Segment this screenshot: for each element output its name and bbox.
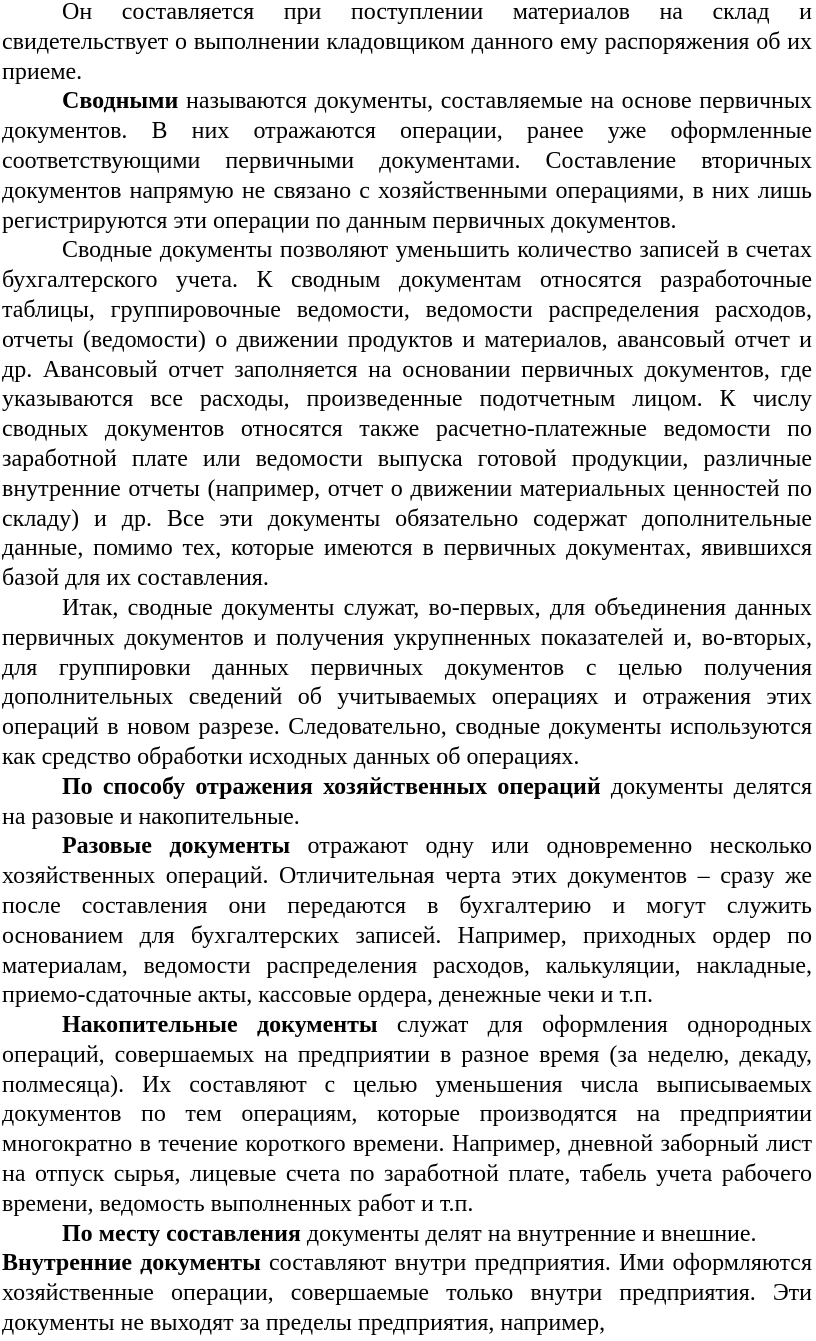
paragraph-internal-documents	[2, 1249, 812, 1338]
paragraph-text: документы делят на внутренние и внешние.	[300, 1220, 757, 1247]
paragraph-lead-term: Внутренние документы	[2, 1250, 261, 1277]
paragraph-text: Он составляется при поступлении материалов на склад и свидетельствует о выполнении кладовщиком данного ему распоряжения об их приеме.	[2, 0, 812, 85]
paragraph-text: документы делятся на разовые и накопительные.	[2, 773, 812, 830]
paragraph-by-reflection-method	[2, 773, 812, 833]
paragraph-text: Итак, сводные документы служат, во-первых, для объединения данных первичных документов и получения укрупненных показателей и, во-вторых, для группировки данных первичных документов с целью получения дополнительных сведений об учитываемых операциях и отражения этих операций в новом разрезе. Следовательно, сводные документы используются как средство обработки исходных данных об операциях.	[2, 594, 812, 770]
paragraph-text: составляют внутри предприятия. Ими оформляются хозяйственные операции, совершаемые только внутри предприятия. Эти документы не выходят за пределы предприятия, например,	[2, 1250, 812, 1337]
paragraph-cumulative-documents	[2, 1011, 812, 1220]
paragraph-lead-term: По способу отражения хозяйственных операций	[62, 773, 601, 800]
paragraph-summary-purpose	[2, 594, 812, 773]
paragraph-summary-examples	[2, 236, 812, 594]
paragraph-text: Сводные документы позволяют уменьшить количество записей в счетах бухгалтерского учета. К сводным документам относятся разработочные таблицы, группировочные ведомости, ведомости распределения расходов, отчеты (ведомости) о движении продуктов и материалов, авансовый отчет и др. Авансовый отчет заполняется на основании первичных документов, где указываются все расходы, произведенные подотчетным лицом. К числу сводных документов относятся также расчетно-платежные ведомости по заработной плате или ведомости выпуска готовой продукции, различные внутренние отчеты (например, отчет о движении материальных ценностей по складу) и др. Все эти документы обязательно содержат дополнительные данные, помимо тех, которые имеются в первичных документах, явившихся базой для их составления.	[2, 237, 812, 592]
paragraph-lead-term: Накопительные документы	[62, 1012, 378, 1039]
paragraph-one-time-documents	[2, 832, 812, 1011]
paragraph-summary-documents	[2, 87, 812, 236]
paragraph-text: называются документы, составляемые на основе первичных документов. В них отражаются операции, ранее уже оформленные соответствующими первичными документами. Составление вторичных документов напрямую не связано с хозяйственными операциями, в них лишь регистрируются эти операции по данным первичных документов.	[2, 88, 812, 234]
paragraph-receipt-order	[2, 0, 812, 87]
paragraph-lead-term: Сводными	[62, 88, 179, 115]
paragraph-text: отражают одну или одновременно несколько хозяйственных операций. Отличительная черта этих документов – сразу же после составления они передаются в бухгалтерию и могут служить основанием для бухгалтерских записей. Например, приходных ордер по материалам, ведомости распределения расходов, калькуляции, накладные, приемо-сдаточные акты, кассовые ордера, денежные чеки и т.п.	[2, 833, 812, 1009]
paragraph-text: служат для оформления однородных операций, совершаемых на предприятии в разное время (за неделю, декаду, полмесяца). Их составляют с целью уменьшения числа выписываемых документов по тем операциям, которые производятся на предприятии многократно в течение короткого времени. Например, дневной заборный лист на отпуск сырья, лицевые счета по заработной плате, табель учета рабочего времени, ведомость выполненных работ и т.п.	[2, 1012, 812, 1217]
paragraph-lead-term: По месту составления	[62, 1220, 301, 1247]
paragraph-lead-term: Разовые документы	[62, 833, 291, 860]
paragraph-by-place	[2, 1220, 812, 1250]
